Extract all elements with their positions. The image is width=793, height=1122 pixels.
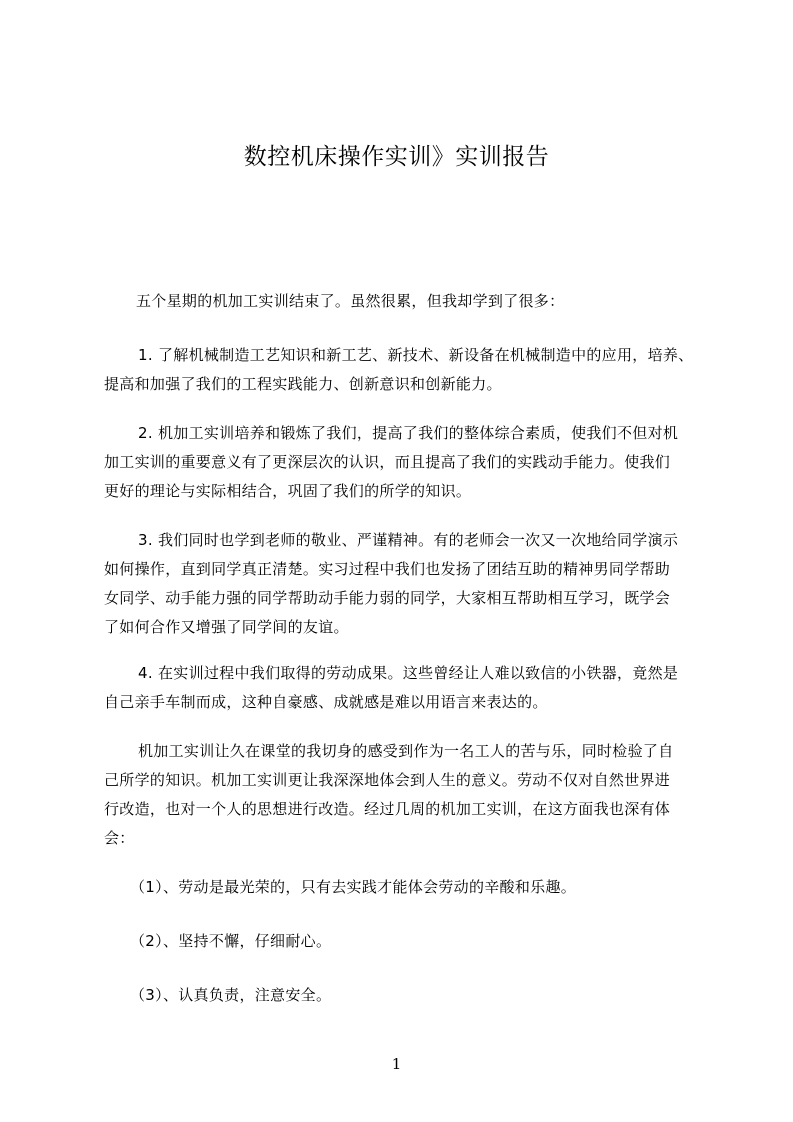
point-3-line-4: 了如何合作又增强了同学间的友谊。 (104, 618, 349, 636)
point-4-line-2: 自己亲手车制而成，这种自豪感、成就感是难以用语言来表达的。 (104, 693, 548, 711)
summary-paragraph (104, 737, 674, 853)
point-2-line-3: 更好的理论与实际相结合，巩固了我们的所学的知识。 (104, 482, 472, 500)
point-3-line-1: 3. 我们同时也学到老师的敬业、严谨精神。有的老师会一次又一次地给同学演示 (138, 531, 679, 549)
summary-line-4: 会： (104, 829, 135, 847)
point-1-line-1: 1. 了解机械制造工艺知识和新工艺、新技术、新设备在机械制造中的应用，培养、 (138, 346, 694, 364)
point-2-line-2: 加工实训的重要意义有了更深层次的认识，而且提高了我们的实践动手能力。使我们 (104, 453, 671, 471)
point-3-line-2: 如何操作，直到同学真正清楚。实习过程中我们也发扬了团结互助的精神男同学帮助 (104, 560, 671, 578)
point-4-paragraph (104, 659, 678, 717)
lesson-1: （1）、劳动是最光荣的，只有去实践才能体会劳动的辛酸和乐趣。 (130, 878, 577, 896)
point-4-line-1: 4. 在实训过程中我们取得的劳动成果。这些曾经让人难以致信的小铁器，竟然是 (138, 664, 679, 682)
intro-paragraph: 五个星期的机加工实训结束了。虽然很累，但我却学到了很多： (136, 292, 565, 310)
point-1-paragraph (104, 341, 693, 399)
lesson-3: （3）、认真负责，注意安全。 (130, 986, 332, 1004)
summary-line-1: 机加工实训让久在课堂的我切身的感受到作为一名工人的苦与乐，同时检验了自 (138, 742, 674, 760)
summary-line-2: 己所学的知识。机加工实训更让我深深地体会到人生的意义。劳动不仅对自然世界进 (104, 771, 671, 789)
document-title: 数控机床操作实训》实训报告 (243, 144, 550, 170)
point-1-line-2: 提高和加强了我们的工程实践能力、创新意识和创新能力。 (104, 375, 502, 393)
point-3-line-3: 女同学、动手能力强的同学帮助动手能力弱的同学，大家相互帮助相互学习，既学会 (104, 589, 671, 607)
point-3-paragraph (104, 526, 678, 642)
point-2-line-1: 2. 机加工实训培养和锻炼了我们，提高了我们的整体综合素质，使我们不但对机 (138, 424, 679, 442)
point-2-paragraph (104, 419, 678, 506)
lesson-2: （2）、坚持不懈，仔细耐心。 (130, 932, 332, 950)
page-number: 1 (391, 1055, 402, 1073)
summary-line-3: 行改造，也对一个人的思想进行改造。经过几周的机加工实训，在这方面我也深有体 (104, 800, 671, 818)
